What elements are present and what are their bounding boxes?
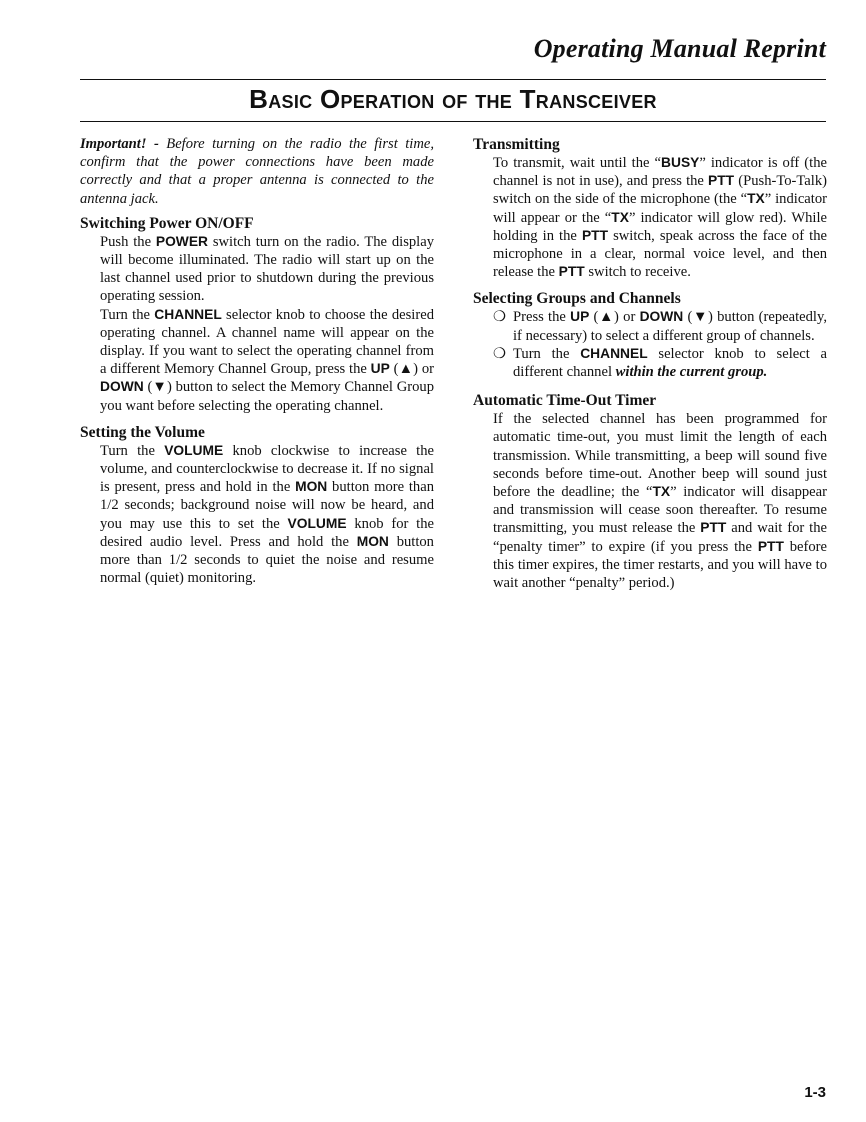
important-note bbox=[80, 135, 434, 208]
power-body bbox=[100, 233, 434, 415]
text-run: (▼) button (repeatedly, if necessary) to select a different group of channels. bbox=[513, 309, 827, 344]
bullet-circle-icon: ❍ bbox=[493, 309, 507, 326]
text-run: ” indicator will appear or the “ bbox=[493, 191, 827, 226]
important-lead: Important! - bbox=[80, 136, 159, 152]
text-run: button more than 1/2 seconds; background noise will now be heard, and you may use this to set the bbox=[100, 479, 434, 532]
timer-paragraph bbox=[493, 410, 827, 592]
left-column bbox=[80, 135, 434, 587]
text-run: (Push-To-Talk) switch on the side of the microphone (the “ bbox=[493, 173, 827, 208]
text-run: Turn the bbox=[513, 345, 581, 362]
key-ptt: PTT bbox=[757, 538, 784, 554]
right-column bbox=[473, 135, 827, 592]
heading-transmitting: Transmitting bbox=[473, 136, 560, 153]
page-number: 1-3 bbox=[804, 1084, 826, 1101]
key-down: DOWN bbox=[100, 379, 144, 395]
header-rule-bottom bbox=[80, 121, 826, 122]
text-run: Turn the bbox=[100, 442, 165, 459]
bullet-circle-icon: ❍ bbox=[493, 345, 507, 362]
key-tx: TX bbox=[747, 191, 765, 207]
text-run: If the selected channel has been programmed for automatic time-out, you must limit the length of each transmission. While transmitting, a beep will sound five seconds before time-out. Another beep will sound just before the deadline; the “ bbox=[493, 411, 827, 501]
text-run: selector knob to select a different channel bbox=[513, 345, 827, 381]
header-rule-top bbox=[80, 79, 826, 80]
key-tx: TX bbox=[611, 209, 629, 225]
text-run: (▲) or bbox=[589, 309, 640, 326]
text-run: (▼) button to select the Memory Channel Group you want before selecting the operating channel. bbox=[100, 379, 434, 414]
transmit-paragraph bbox=[493, 154, 827, 281]
emphasis-current-group: within the current group. bbox=[615, 364, 768, 381]
key-power: POWER bbox=[155, 233, 208, 249]
power-paragraph-2 bbox=[100, 306, 434, 415]
text-run: and wait for the “penalty timer” to expire (if you press the bbox=[493, 520, 828, 555]
text-run: Press the bbox=[513, 309, 571, 326]
heading-volume: Setting the Volume bbox=[80, 423, 205, 441]
text-run: knob clockwise to increase the volume, and counterclockwise to decrease it. If no signal is present, press and hold in the bbox=[100, 442, 434, 496]
power-paragraph-1 bbox=[100, 233, 434, 306]
key-up: UP bbox=[370, 361, 390, 377]
transmit-body bbox=[493, 154, 827, 281]
running-title: Operating Manual Reprint bbox=[533, 34, 826, 63]
text-run: ” indicator will glow red). While holding in the bbox=[493, 209, 828, 244]
text-run: ” indicator will disappear and transmission will cease soon thereafter. To resume transmitting, you must release the bbox=[493, 484, 828, 537]
text-run: Turn the bbox=[100, 306, 155, 323]
key-channel: CHANNEL bbox=[580, 345, 648, 361]
text-run: before this timer expires, the timer restarts, and you will have to wait another “penalty” period.) bbox=[493, 538, 827, 592]
key-tx: TX bbox=[652, 484, 671, 500]
text-run: To transmit, wait until the “ bbox=[493, 155, 662, 171]
key-ptt: PTT bbox=[558, 264, 585, 280]
key-volume: VOLUME bbox=[287, 515, 347, 531]
heading-groups: Selecting Groups and Channels bbox=[473, 290, 681, 308]
key-channel: CHANNEL bbox=[154, 306, 222, 322]
text-run: ” indicator is off (the channel is not in use), and press the bbox=[493, 155, 827, 190]
text-run: switch, speak across the face of the microphone in a clear, normal voice level, and then release the bbox=[493, 227, 827, 281]
important-text: Before turning on the radio the first time, confirm that the power connections have been made correctly and that a proper antenna is connected to the antenna jack. bbox=[80, 136, 434, 207]
key-up: UP bbox=[570, 309, 590, 325]
timer-body bbox=[493, 410, 827, 592]
text-run: selector knob to choose the desired operating channel. A channel name will appear on the display. If you want to select the operating channel from a different Memory Channel Group, press the bbox=[100, 306, 434, 378]
text-run: (▲) or bbox=[389, 361, 434, 378]
key-mon: MON bbox=[295, 479, 328, 495]
key-volume: VOLUME bbox=[164, 442, 224, 458]
text-run: switch turn on the radio. The display will become illuminated. The radio will start up on the last channel used prior to shutdown during the previous operating session. bbox=[100, 233, 435, 305]
section-title: Basic Operation of the Transceiver bbox=[249, 84, 657, 114]
text-run: Push the bbox=[100, 233, 156, 250]
volume-paragraph bbox=[100, 442, 434, 588]
key-ptt: PTT bbox=[581, 227, 609, 243]
groups-bullet-1 bbox=[493, 308, 827, 344]
heading-timer: Automatic Time-Out Timer bbox=[473, 392, 657, 410]
volume-body bbox=[100, 442, 434, 588]
text-run: knob for the desired audio level. Press and hold the bbox=[100, 515, 434, 550]
key-ptt: PTT bbox=[700, 520, 727, 536]
key-busy: BUSY bbox=[661, 155, 700, 170]
groups-bullet-2 bbox=[493, 345, 827, 381]
key-ptt: PTT bbox=[708, 173, 735, 189]
key-mon: MON bbox=[356, 533, 389, 549]
text-run: button more than 1/2 seconds to quiet the noise and resume normal (quiet) monitoring. bbox=[100, 533, 434, 587]
heading-power: Switching Power ON/OFF bbox=[80, 214, 254, 232]
key-down: DOWN bbox=[639, 309, 684, 325]
text-run: switch to receive. bbox=[584, 264, 691, 281]
